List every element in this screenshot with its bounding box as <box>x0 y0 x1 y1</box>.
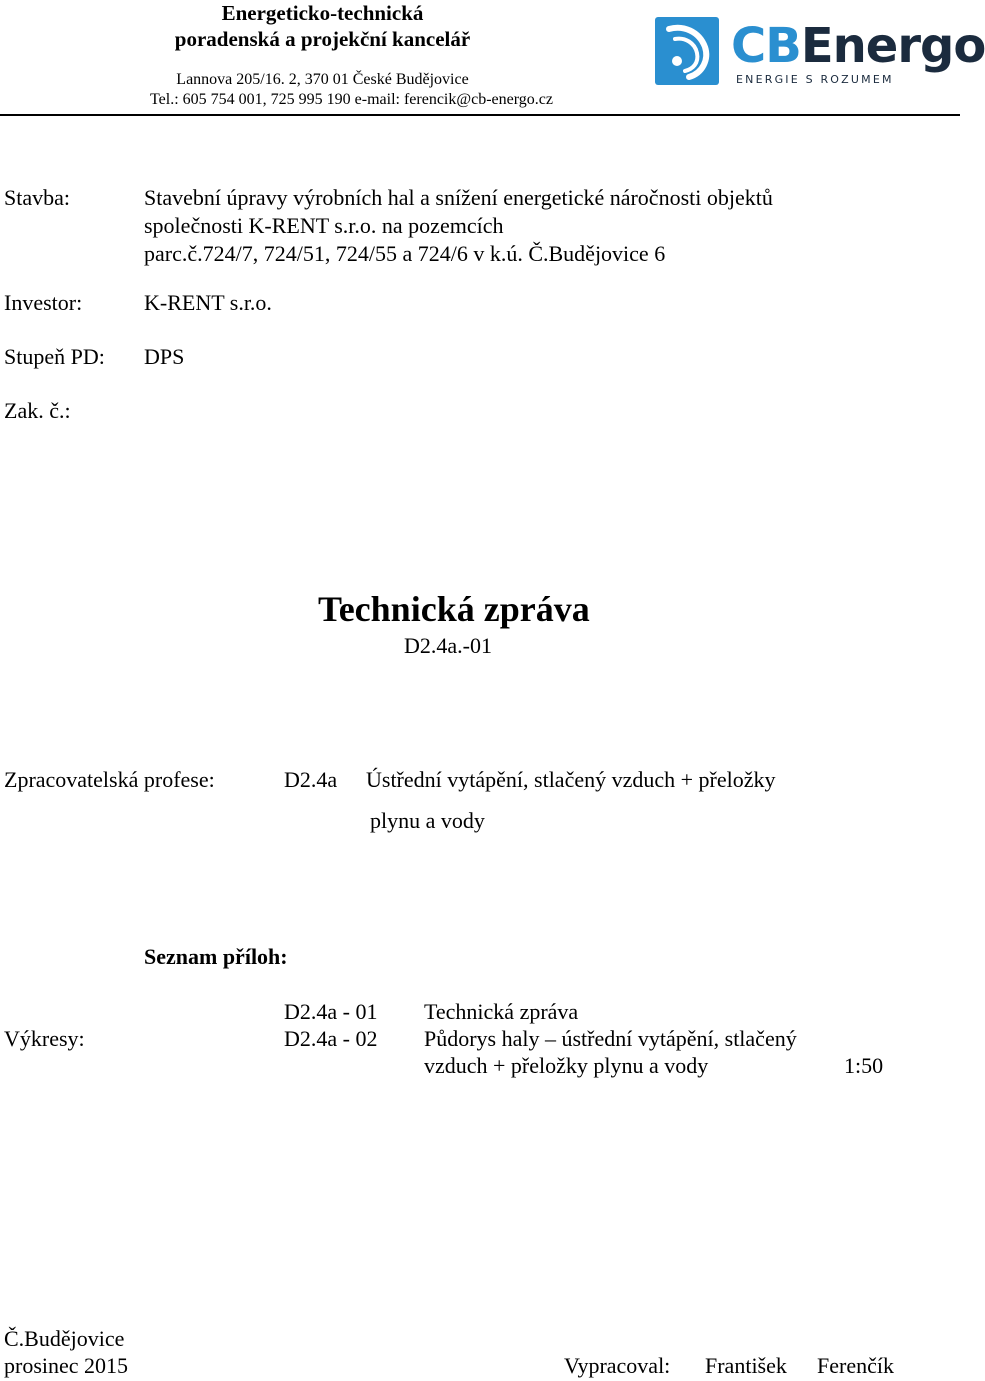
firm-name-line2: poradenská a projekční kancelář <box>174 27 471 51</box>
investor-value: K-RENT s.r.o. <box>144 290 272 315</box>
attachment-1-name: Technická zpráva <box>424 999 579 1024</box>
firm-name-line1: Energeticko-technická <box>221 1 424 25</box>
stavba-line1: Stavební úpravy výrobních hal a snížení energetické náročnosti objektů <box>144 185 773 210</box>
prepared-label: Vypracoval: <box>564 1353 671 1378</box>
footer-date: prosinec 2015 <box>4 1353 129 1378</box>
header-divider <box>0 114 960 116</box>
attachments-heading: Seznam příloh: <box>144 944 288 969</box>
document-code: D2.4a.-01 <box>404 633 492 658</box>
document-title: Technická zpráva <box>318 589 590 629</box>
profession-code: D2.4a <box>284 767 338 792</box>
logo-wordmark: CBEnergo <box>731 18 985 74</box>
profession-name-line1: Ústřední vytápění, stlačený vzduch + přeložky <box>366 767 776 792</box>
stupen-label: Stupeň PD: <box>4 344 105 369</box>
logo-mark-icon <box>655 17 719 85</box>
firm-address: Lannova 205/16. 2, 370 01 České Budějovice <box>176 71 469 88</box>
logo-tagline: ENERGIE S ROZUMEM <box>736 73 894 86</box>
investor-label: Investor: <box>4 290 83 315</box>
attachment-2-name-line1: Půdorys haly – ústřední vytápění, stlačený <box>424 1026 797 1051</box>
attachment-2-name-line2: vzduch + přeložky plynu a vody <box>424 1053 709 1078</box>
attachment-2-scale: 1:50 <box>844 1053 884 1078</box>
prepared-first-name: František <box>705 1353 787 1378</box>
vykresy-label: Výkresy: <box>4 1026 85 1051</box>
zak-label: Zak. č.: <box>4 398 71 423</box>
stavba-line2: společnosti K-RENT s.r.o. na pozemcích <box>144 213 504 238</box>
stupen-value: DPS <box>144 344 185 369</box>
profession-name-line2: plynu a vody <box>370 808 485 833</box>
cbenergo-logo <box>655 14 985 94</box>
firm-contact: Tel.: 605 754 001, 725 995 190 e-mail: ferencik@cb-energo.cz <box>150 91 553 108</box>
attachment-1-code: D2.4a - 01 <box>284 999 378 1024</box>
footer-city: Č.Budějovice <box>4 1326 125 1351</box>
prepared-last-name: Ferenčík <box>817 1353 894 1378</box>
stavba-label: Stavba: <box>4 185 70 210</box>
attachment-2-code: D2.4a - 02 <box>284 1026 378 1051</box>
profession-label: Zpracovatelská profese: <box>4 767 215 792</box>
stavba-line3: parc.č.724/7, 724/51, 724/55 a 724/6 v k.ú. Č.Budějovice 6 <box>144 241 666 266</box>
